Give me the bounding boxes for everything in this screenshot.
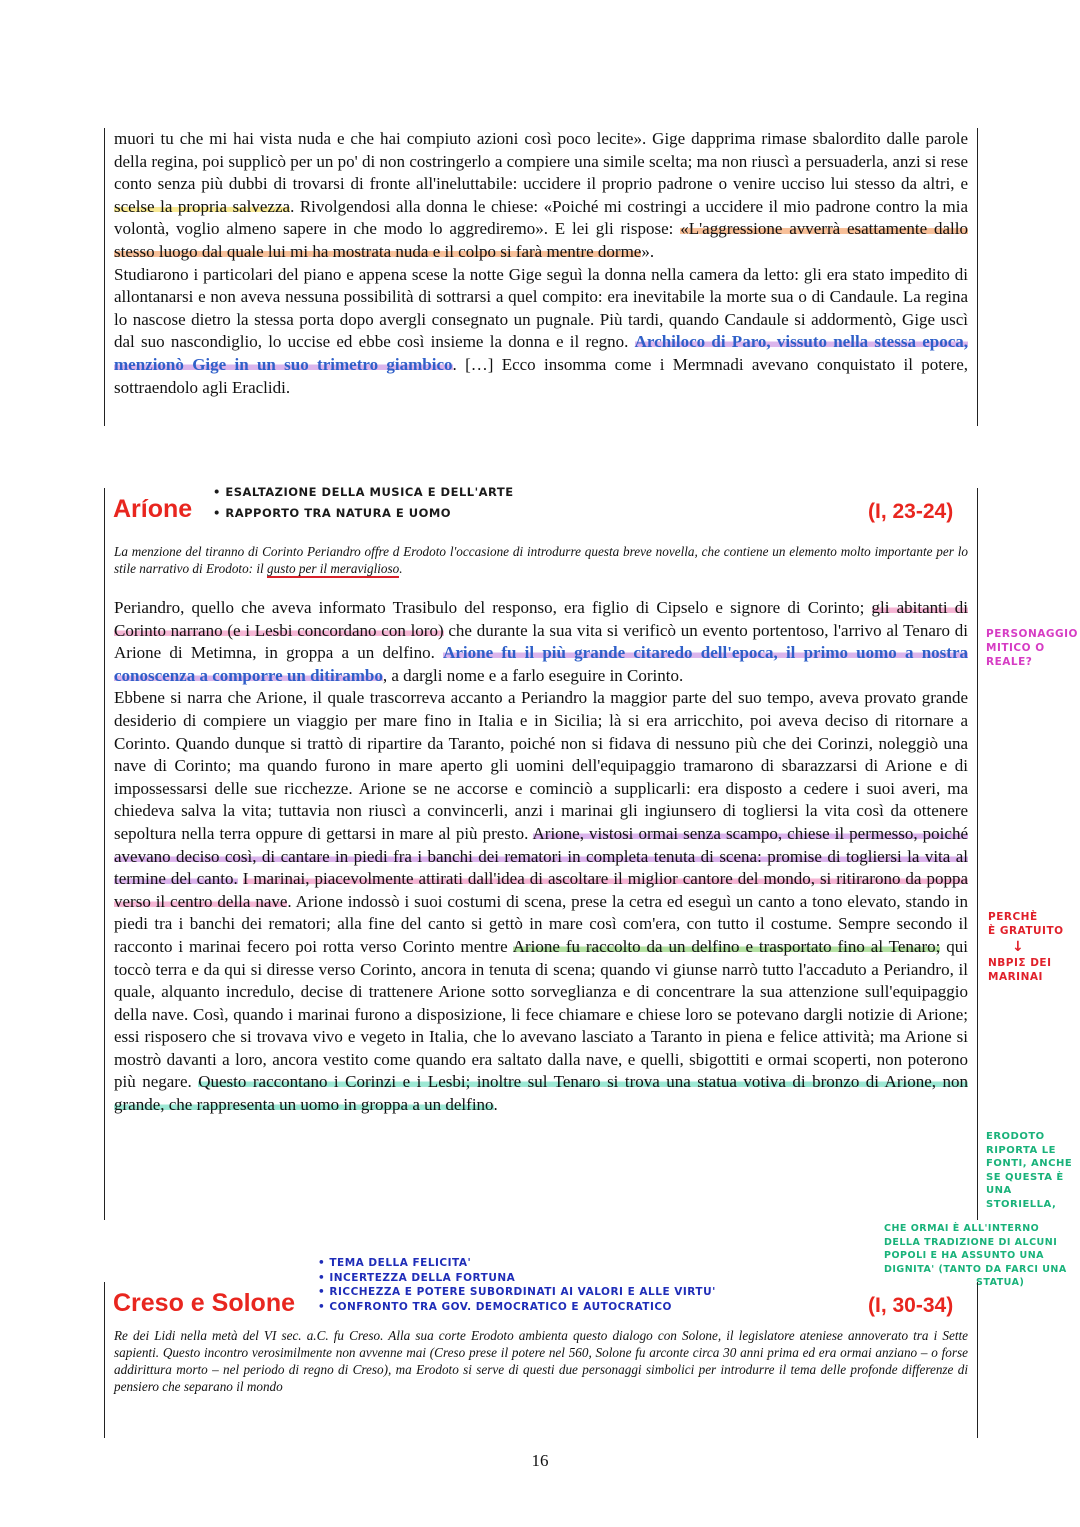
note-tradizione <box>884 1222 1067 1290</box>
creso-intro: Re dei Lidi nella metà del VI sec. a.C. fu Creso. Alla sua corte Erodoto ambienta questo dialogo con Solone, il legislatore ateniese annoverato tra i Sette sapienti. Questo incontro verosimilmente non avvenne mai (Creso prese il potere nel 560, Solone fu arconte circa 30 anni prima ed era ormai anziano – o forse addirittura morto – nel periodo di regno di Creso), ma Erodoto si serve di questi due personaggi simbolici per introdurre il tema delle profonde differenze di pensiero che separano il mondo <box>114 1328 968 1394</box>
note-line: MITICO O <box>986 642 1045 654</box>
theme-note: • CONFRONTO TRA GOV. DEMOCRATICO E AUTOCRATICO <box>318 1300 672 1313</box>
theme-note: • RICCHEZZA E POTERE SUBORDINATI AI VALORI E ALLE VIRTU' <box>318 1286 716 1298</box>
note-line: PERCHÈ <box>988 911 1038 923</box>
note-line: DELLA TRADIZIONE DI ALCUNI <box>884 1236 1058 1248</box>
note-erodoto-fonti <box>986 1130 1080 1211</box>
note-line: REALE? <box>986 656 1033 668</box>
text-run: . <box>399 561 403 576</box>
creso-reference: (I, 30-34) <box>868 1294 954 1317</box>
text-run: Periandro, quello che aveva informato Trasibulo del responso, era figlio di Cipselo e signore di Corinto; <box>114 598 872 617</box>
text-run: . Arione indossò i suoi costumi di scena, prese la cetra ed eseguì un canto a tono elevato, stando in piedi tra i banchi dei rematori; alla fine del canto si gettò in mare così com'era, con tutto il costume. Sempre secondo il racconto i marinai fecero poi rotta verso Corinto mentre <box>114 891 968 956</box>
arione-title: Aríone <box>113 495 193 523</box>
creso-title: Creso e Solone <box>113 1289 295 1317</box>
note-line: ΝΒΡΙΣ DEI <box>988 957 1052 969</box>
theme-note: • INCERTEZZA DELLA FORTUNA <box>318 1271 516 1284</box>
text-run: . Rivolgendosi alla donna le chiese: «Poiché mi costringi a uccidere il mio padrone contro la mia volontà, voglio almeno sapere in che modo lo aggrediremo». E lei gli rispose: <box>114 196 968 239</box>
note-line: ERODOTO <box>986 1131 1045 1142</box>
arione-paragraph-2 <box>114 687 968 1116</box>
highlight-pink: gli abitanti di Corinto narrano (e i Lesbi concordano con loro) <box>114 598 968 640</box>
note-line: STATUA) <box>976 1277 1025 1288</box>
highlight-citaredo: Arione fu il più grande citaredo dell'epoca, il primo uomo a nostra conoscenza a comporre un ditirambo <box>114 643 968 685</box>
note-perche-gratuito <box>988 910 1064 984</box>
text-run: . <box>493 1095 498 1115</box>
note-line: SE QUESTA È <box>986 1171 1064 1183</box>
note-line: DIGNITA' (TANTO DA FARCI UNA <box>884 1263 1067 1275</box>
arrow-down-icon: ↓ <box>1012 939 1025 955</box>
note-line: UNA STORIELLA, <box>986 1185 1057 1210</box>
highlight-yellow: scelse la propria salvezza <box>114 196 291 216</box>
gige-text-block <box>104 128 978 426</box>
theme-note: • TEMA DELLA FELICITA' <box>318 1257 472 1269</box>
highlight-orange: «L'aggressione avverrà esattamente dallo stesso luogo dal quale lui mi ha mostrata nuda e il colpo si farà mentre dorme <box>114 219 968 261</box>
note-line: PERSONAGGIO <box>986 628 1078 640</box>
gige-paragraph-2 <box>114 264 968 400</box>
note-personaggio-mitico <box>986 627 1078 669</box>
text-run: La menzione del tiranno di Corinto Periandro offre d Erodoto l'occasione di introdurre questa breve novella, che contiene un elemento molto importante per lo stile narrativo di Erodoto: il <box>114 544 968 576</box>
note-line: FONTI, ANCHE <box>986 1158 1073 1169</box>
page-number: 16 <box>531 1451 549 1470</box>
note-line: POPOLI E HA ASSUNTO UNA <box>884 1250 1045 1261</box>
text-run: Studiarono i particolari del piano e appena scese la notte Gige seguì la donna nella camera da letto: gli era stato impedito di allontanarsi e non aveva nessuna possibilità di sottrarsi a quel compito: era inevitabile la morte sua o di Candaule. La regina lo nascose dietro la stessa porta dopo avergli consegnato un pugnale. Più tardi, quando Candaule si addormentò, Gige uscì dal suo nascondiglio, lo uccise ed ebbe così insieme la donna e il regno. <box>114 264 968 352</box>
text-run: , a dargli nome e a farlo eseguire in Corinto. <box>382 665 684 685</box>
underline-meraviglioso: gusto per il meraviglioso <box>267 561 400 576</box>
highlight-green: Arione fu raccolto da un delfino e trasportato fino al Tenaro; <box>512 936 941 956</box>
highlight-archiloco: Archiloco di Paro, vissuto nella stessa epoca, menzionò Gige in un suo trimetro giambico <box>114 332 968 374</box>
theme-note: • RAPPORTO TRA NATURA E UOMO <box>213 506 452 520</box>
text-run: muori tu che mi hai vista nuda e che hai compiuto azioni così poco lecite». Gige dapprima rimase sbalordito dalle parole della regina, poi supplicò per un po' di non costringerlo a compiere una simile scelta; ma non riuscì a persuaderla, anzi si rese conto senza più dubbi di trovarsi di fronte all'ineluttabile: uccidere il proprio padrone o venire ucciso lui stesso da altri, e <box>114 129 968 194</box>
note-line: È GRATUITO <box>988 925 1064 937</box>
text-run <box>238 869 243 888</box>
text-run: qui toccò terra e da qui si diresse verso Corinto, ancora in tenuta di scena; quando vi giunse narrò tutto l'accaduto a Periandro, il quale, alquanto incredulo, decise di trattenere Arione sotto sorveglianza e di concentrare la sua attenzione sull'equipaggio della nave. Così, quando i marinai furono a disposizione, li fece chiamare e chiese loro se potevano dargli notizie di Arione; essi risposero che si trovava vivo e vegeto in Italia, che lo avevano lasciato a Taranto in piena e felice attività; ma Arione si mostrò davanti a loro, ancora vestito come quando era saltato dalla nave, e quelli, sbigottiti e ormai scoperti, non poterono più negare. <box>114 936 968 1092</box>
text-run: che durante la sua vita si verificò un evento portentoso, l'arrivo al Tenaro di Arione di Metimna, in groppa a un delfino. <box>114 620 968 663</box>
arione-intro <box>114 543 968 577</box>
creso-text-block <box>104 1282 978 1438</box>
arione-paragraph-1 <box>114 597 968 687</box>
theme-note: • ESALTAZIONE DELLA MUSICA E DELL'ARTE <box>213 485 514 499</box>
arione-reference: (I, 23-24) <box>868 500 954 523</box>
note-line: MARINAI <box>988 971 1043 983</box>
note-line: CHE ORMAI È ALL'INTERNO <box>884 1223 1040 1234</box>
highlight-purple: Arione, vistosi ormai senza scampo, chiese il permesso, poiché avevano deciso così, di cantare in piedi fra i banchi dei rematori in completa tenuta di scena: promise di togliersi la vita al termine del canto. <box>114 823 968 889</box>
gige-paragraph-1 <box>114 128 968 264</box>
highlight-teal: Questo raccontano i Corinzi e i Lesbi; inoltre sul Tenaro si trova una statua votiva di bronzo di Arione, non grande, che rappresenta un uomo in groppa a un delfino <box>114 1072 968 1115</box>
text-run: . […] Ecco insomma come i Mermnadi avevano conquistato il potere, sottraendolo agli Eraclidi. <box>114 354 968 397</box>
text-run: Ebbene si narra che Arione, il quale trascorreva accanto a Periandro la maggior parte del suo tempo, aveva provato grande desiderio di compiere un viaggio per mare fino in Italia e in Sicilia; là si era arricchito, poi aveva deciso di ritornare a Corinto. Quando dunque si trattò di ripartire da Taranto, poiché non si fidava di nessuno più che dei Corinzi, noleggiò una nave di Corinto; ma quando furono in mare aperto gli uomini dell'equipaggio tramarono di sbarazzarsi di Arione e di impossessarsi delle sue ricchezze. Arione se ne accorse e cominciò a supplicarli: era disposto a cedere i suoi averi, ma chiedeva salva la vita; tuttavia non riuscì a convincerli, anzi i marinai gli ingiunsero di togliersi la vita così da ottenere sepoltura nella terra oppure di gettarsi in mare al più presto. <box>114 688 968 843</box>
arione-text-block <box>104 488 978 1220</box>
text-run: ». <box>641 241 655 261</box>
highlight-pink: I marinai, piacevolmente attirati dall'idea di ascoltare il miglior cantore del mondo, si ritirarono da poppa verso il centro della nave <box>114 869 968 911</box>
note-line: RIPORTA LE <box>986 1144 1056 1156</box>
